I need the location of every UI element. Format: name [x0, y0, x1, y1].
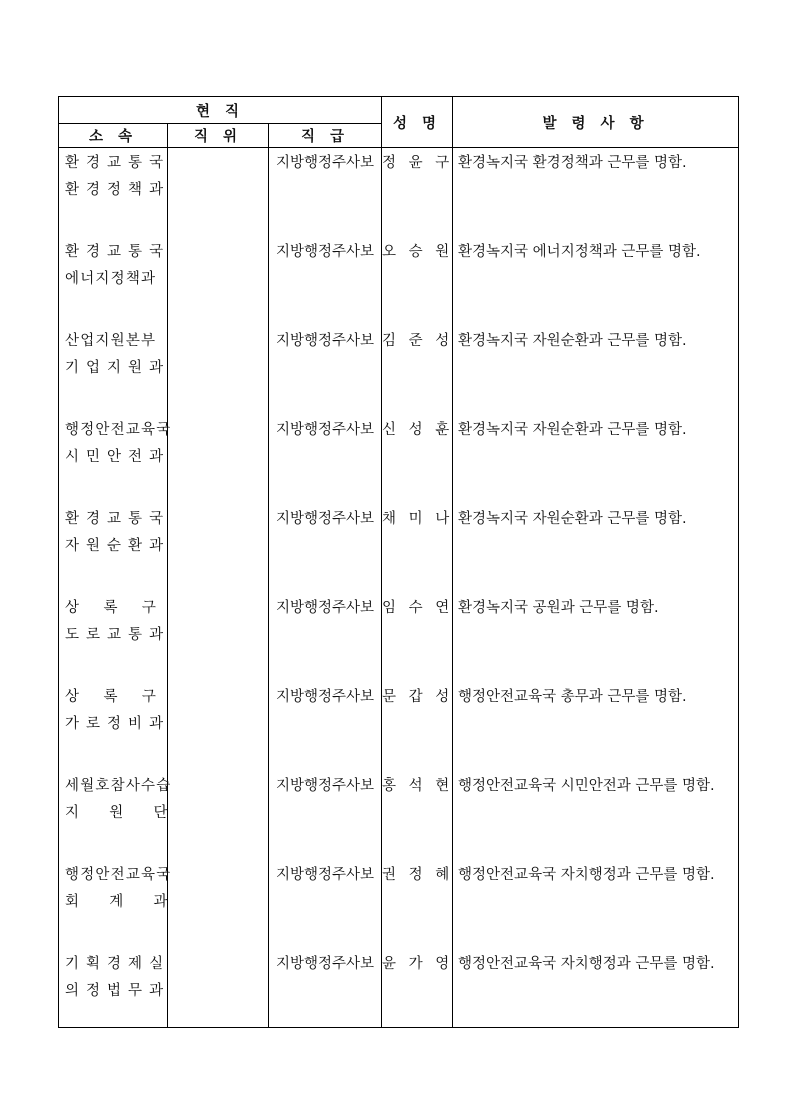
- position-cell: [168, 237, 269, 326]
- personnel-order-table: [58, 96, 739, 1028]
- dept-cell: [59, 949, 168, 1028]
- current-post-header: 현 직: [59, 97, 382, 124]
- name-cell: 정 윤 구: [382, 148, 453, 238]
- table-row: [59, 415, 739, 504]
- grade-cell: 지방행정주사보: [269, 682, 382, 771]
- dept-line-2: 에너지정책과: [65, 271, 157, 287]
- grade-cell: 지방행정주사보: [269, 237, 382, 326]
- grade-cell: 지방행정주사보: [269, 949, 382, 1028]
- position-header: 직 위: [168, 124, 269, 148]
- dept-line-1: 행정안전교육국: [65, 422, 172, 438]
- position-cell: [168, 682, 269, 771]
- dept-line-2: 지 원 단: [65, 805, 169, 821]
- dept-line-1: 환 경 교 통 국: [65, 511, 165, 527]
- grade-header: 직 급: [269, 124, 382, 148]
- dept-line-1: 기 획 경 제 실: [65, 956, 165, 972]
- position-cell: [168, 860, 269, 949]
- order-header: 발 령 사 항: [453, 97, 739, 148]
- name-cell: 홍 석 현: [382, 771, 453, 860]
- dept-line-1: 환 경 교 통 국: [65, 244, 165, 260]
- dept-line-2: 의 정 법 무 과: [65, 983, 165, 999]
- order-cell: 환경녹지국 자원순환과 근무를 명함.: [453, 415, 739, 504]
- dept-line-2: 환 경 정 책 과: [65, 182, 165, 198]
- dept-cell: [59, 148, 168, 238]
- dept-line-1: 상 록 구: [65, 689, 158, 705]
- position-cell: [168, 415, 269, 504]
- table-row: [59, 326, 739, 415]
- dept-cell: [59, 593, 168, 682]
- grade-cell: 지방행정주사보: [269, 504, 382, 593]
- dept-line-2: 가 로 정 비 과: [65, 716, 165, 732]
- position-cell: [168, 771, 269, 860]
- dept-cell: [59, 326, 168, 415]
- order-cell: 행정안전교육국 시민안전과 근무를 명함.: [453, 771, 739, 860]
- grade-cell: 지방행정주사보: [269, 326, 382, 415]
- dept-line-2: 시 민 안 전 과: [65, 449, 165, 465]
- dept-line-1: 환 경 교 통 국: [65, 155, 165, 171]
- dept-line-2: 도 로 교 통 과: [65, 627, 165, 643]
- dept-line-2: 자 원 순 환 과: [65, 538, 165, 554]
- order-cell: 행정안전교육국 자치행정과 근무를 명함.: [453, 860, 739, 949]
- grade-cell: 지방행정주사보: [269, 860, 382, 949]
- dept-line-2: 기 업 지 원 과: [65, 360, 165, 376]
- order-cell: 행정안전교육국 자치행정과 근무를 명함.: [453, 949, 739, 1028]
- table-row: [59, 771, 739, 860]
- dept-line-1: 세월호참사수습: [65, 778, 172, 794]
- table-row: [59, 593, 739, 682]
- position-cell: [168, 148, 269, 238]
- name-cell: 권 정 혜: [382, 860, 453, 949]
- name-header: 성 명: [382, 97, 453, 148]
- name-cell: 윤 가 영: [382, 949, 453, 1028]
- position-cell: [168, 593, 269, 682]
- dept-line-1: 산업지원본부: [65, 333, 157, 349]
- name-cell: 채 미 나: [382, 504, 453, 593]
- name-cell: 임 수 연: [382, 593, 453, 682]
- order-cell: 환경녹지국 자원순환과 근무를 명함.: [453, 504, 739, 593]
- grade-cell: 지방행정주사보: [269, 593, 382, 682]
- dept-cell: [59, 504, 168, 593]
- table-row: [59, 237, 739, 326]
- grade-cell: 지방행정주사보: [269, 415, 382, 504]
- order-cell: 환경녹지국 공원과 근무를 명함.: [453, 593, 739, 682]
- order-cell: 환경녹지국 에너지정책과 근무를 명함.: [453, 237, 739, 326]
- table-row: [59, 860, 739, 949]
- name-cell: 문 갑 성: [382, 682, 453, 771]
- position-cell: [168, 504, 269, 593]
- dept-line-2: 회 계 과: [65, 894, 169, 910]
- dept-cell: [59, 415, 172, 504]
- dept-cell: [59, 771, 172, 860]
- dept-header: 소 속: [59, 124, 168, 148]
- table-row: [59, 949, 739, 1028]
- order-cell: 환경녹지국 자원순환과 근무를 명함.: [453, 326, 739, 415]
- table-row: [59, 148, 739, 238]
- table-row: [59, 682, 739, 771]
- dept-line-1: 행정안전교육국: [65, 867, 172, 883]
- grade-cell: 지방행정주사보: [269, 148, 382, 238]
- dept-cell: [59, 860, 172, 949]
- name-cell: 신 성 훈: [382, 415, 453, 504]
- dept-cell: [59, 237, 168, 326]
- dept-line-1: 상 록 구: [65, 600, 158, 616]
- position-cell: [168, 949, 269, 1028]
- grade-cell: 지방행정주사보: [269, 771, 382, 860]
- dept-cell: [59, 682, 168, 771]
- order-cell: 환경녹지국 환경정책과 근무를 명함.: [453, 148, 739, 238]
- position-cell: [168, 326, 269, 415]
- name-cell: 오 승 원: [382, 237, 453, 326]
- table-row: [59, 504, 739, 593]
- name-cell: 김 준 성: [382, 326, 453, 415]
- order-cell: 행정안전교육국 총무과 근무를 명함.: [453, 682, 739, 771]
